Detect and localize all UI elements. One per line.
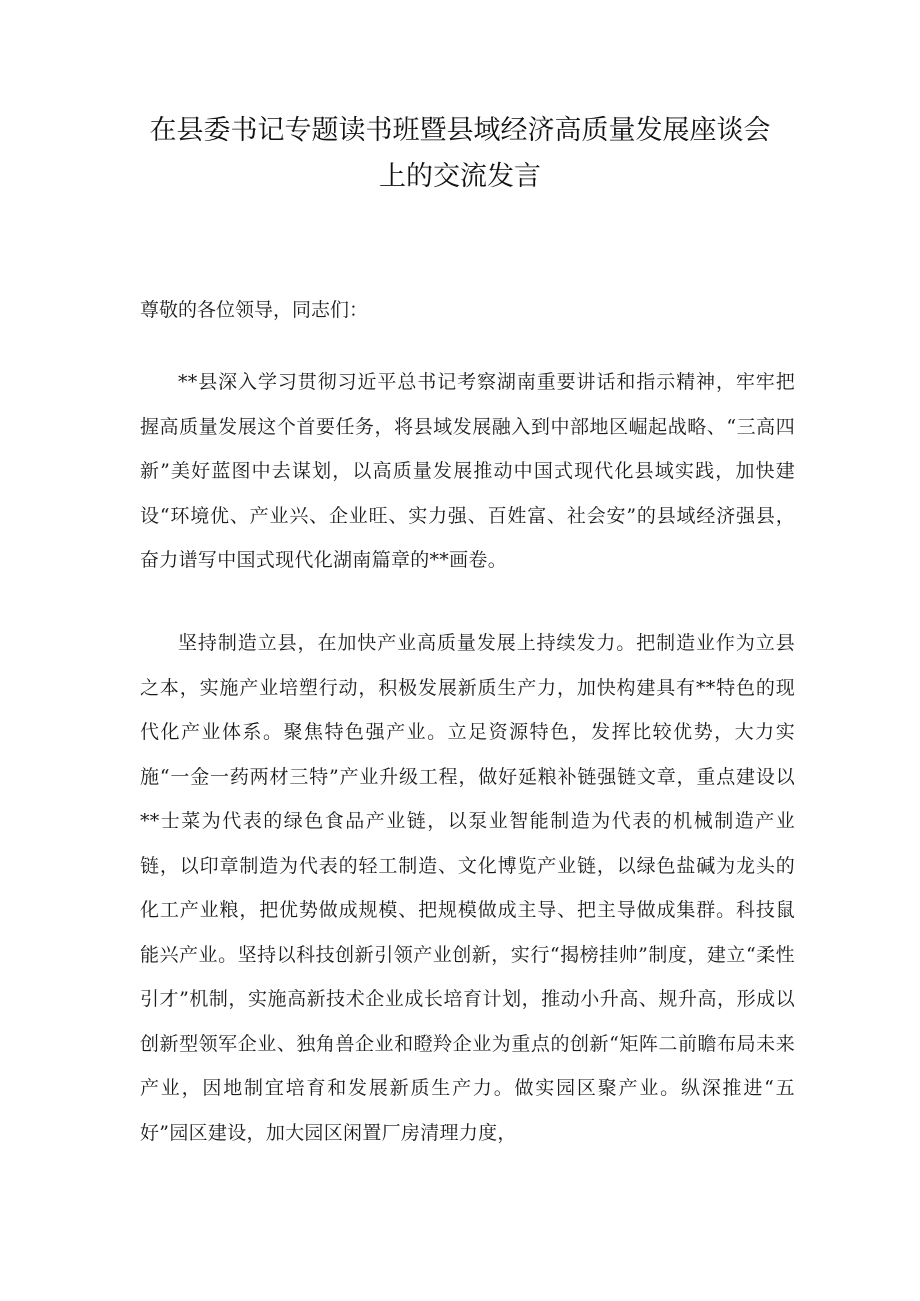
salutation: 尊敬的各位领导，同志们：: [140, 299, 369, 321]
paragraph-manufacturing: 坚持制造立县，在加快产业高质量发展上持续发力。把制造业作为立县之本，实施产业培塑行动，积极发展新质生产力，加快构建具有**特色的现代化产业体系。聚焦特色强产业。立足资源特色，发挥比较优势，大力实施“一金一药两材三特”产业升级工程，做好延粮补链强链文章，重点建设以**士菜为代表的绿色食品产业链，以泵业智能制造为代表的机械制造产业链，以印章制造为代表的轻工制造、文化博览产业链，以绿色盐碱为龙头的化工产业粮，把优势做成规模、把规模做成主导、把主导做成集群。科技鼠能兴产业。坚持以科技创新引领产业创新，实行“揭榜挂帅”制度，建立“柔性引才”机制，实施高新技术企业成长培育计划，推动小升高、规升高，形成以创新型领军企业、独角兽企业和瞪羚企业为重点的创新“矩阵二前瞻布局未来产业，因地制宜培育和发展新质生产力。做实园区聚产业。纵深推进“五好”园区建设，加大园区闲置厂房清理力度，: [140, 632, 795, 1144]
title-line-2: 上的交流发言: [379, 161, 541, 192]
title-line-1: 在县委书记专题读书班暨县域经济高质量发展座谈会: [149, 115, 771, 146]
document-title: [120, 108, 800, 200]
paragraph-intro: **县深入学习贯彻习近平总书记考察湖南重要讲话和指示精神，牢牢把握高质量发展这个首要任务，将县域发展融入到中部地区崛起战略、“三高四新”美好蓝图中去谋划，以高质量发展推动中国式现代化县域实践，加快建设“环境优、产业兴、企业旺、实力强、百姓富、社会安”的县域经济强县，奋力谱写中国式现代化湖南篇章的**画卷。: [140, 371, 795, 571]
